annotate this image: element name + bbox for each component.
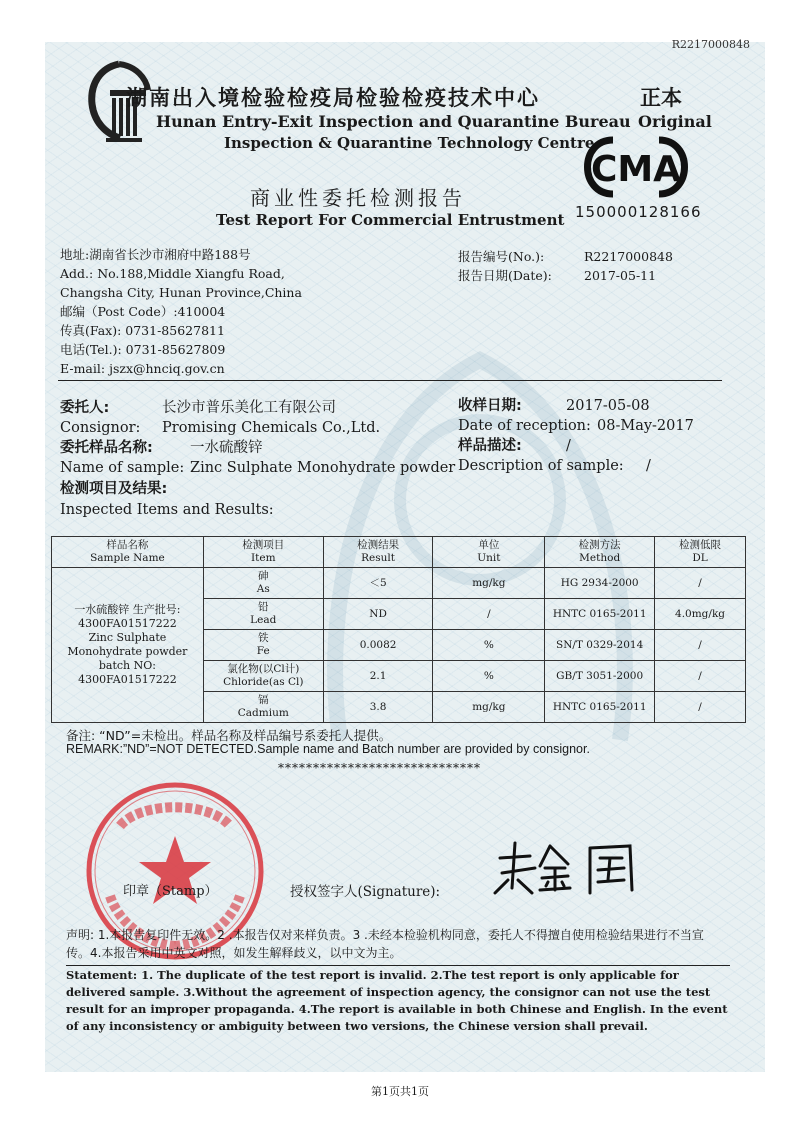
remark-cn: 备注: “ND”=未检出。样品名称及样品编号系委托人提供。 — [66, 728, 392, 743]
signature-label: 授权签字人(Signature): — [290, 884, 441, 900]
header-dl: 检测低限 DL — [655, 537, 746, 568]
org-name-cn: 湖南出入境检验检疫局检验检疫技术中心 — [126, 86, 540, 110]
serial-number: R2217000848 — [671, 38, 750, 51]
item-cell: 氯化物(以Cl计) Chloride(as Cl) — [203, 661, 323, 692]
items-en-label: Inspected Items and Results: — [60, 502, 274, 518]
unit-cell: mg/kg — [433, 692, 545, 723]
address-block — [60, 245, 302, 378]
result-cell: 0.0082 — [323, 630, 433, 661]
result-cell: ＜5 — [323, 568, 433, 599]
description-en-label: Description of sample: — [458, 458, 624, 474]
results-table — [51, 536, 746, 723]
divider — [58, 380, 722, 381]
dl-cell: 4.0mg/kg — [655, 599, 746, 630]
statement-cn: 声明: 1.本报告复印件无效。2 .本报告仅对来样负责。3 .未经本检验机构同意，委托人不得擅自使用检验结果进行不当宣传。4.本报告采用中英文对照，如发生解释歧义，以中文为主。 — [66, 928, 704, 960]
description-en-value: / — [646, 458, 651, 474]
consignor-en-label: Consignor: — [60, 420, 141, 436]
sample-en-value: Zinc Sulphate Monohydrate powder — [190, 460, 456, 476]
sample-cn-value: 一水硫酸锌 — [190, 440, 263, 456]
cma-number: 150000128166 — [575, 203, 702, 221]
sample-cn-label: 委托样品名称: — [60, 440, 153, 456]
report-title-cn: 商业性委托检测报告 — [250, 186, 466, 210]
post-code: 邮编（Post Code）:410004 — [60, 304, 226, 319]
stamp-label: 印章（Stamp） — [123, 884, 218, 899]
item-cell: 镉 Cadmium — [203, 692, 323, 723]
table-header-row — [52, 537, 746, 568]
email: E-mail: jszx@hnciq.gov.cn — [60, 361, 225, 376]
consignor-cn-label: 委托人: — [60, 400, 110, 416]
header-method: 检测方法 Method — [545, 537, 655, 568]
dl-cell: / — [655, 661, 746, 692]
items-cn-label: 检测项目及结果: — [60, 481, 168, 497]
report-no-value: R2217000848 — [584, 249, 673, 264]
report-info — [458, 247, 698, 285]
fax: 传真(Fax): 0731-85627811 — [60, 323, 225, 338]
result-cell: 3.8 — [323, 692, 433, 723]
statement-en: Statement: 1. The duplicate of the test report is invalid. 2.The test report is only applicable for delivered sample. 3.Without the agreement of inspection agency, the consignor can not use the test result for an improper propaganda. 4.The report is available in both Chinese and English. In the event of any inconsistency or ambiguity between two versions, the Chinese version shall prevail. — [66, 965, 730, 1035]
method-cell: HNTC 0165-2011 — [545, 599, 655, 630]
report-title-en: Test Report For Commercial Entrustment — [216, 211, 565, 229]
item-cell: 铅 Lead — [203, 599, 323, 630]
dl-cell: / — [655, 630, 746, 661]
report-date-value: 2017-05-11 — [584, 268, 657, 283]
header-item: 检测项目 Item — [203, 537, 323, 568]
dl-cell: / — [655, 692, 746, 723]
cma-certification-mark — [573, 134, 699, 200]
reception-en-label: Date of reception: — [458, 418, 591, 434]
table-row — [52, 568, 746, 599]
item-cell: 铁 Fe — [203, 630, 323, 661]
unit-cell: % — [433, 630, 545, 661]
address-line: Add.: No.188,Middle Xiangfu Road, — [60, 266, 285, 281]
description-cn-value: / — [566, 438, 571, 454]
original-label-en: Original — [638, 112, 712, 131]
remark-en: REMARK:”ND”=NOT DETECTED.Sample name and Batch number are provided by consignor. — [66, 742, 590, 756]
consignor-cn — [60, 398, 109, 418]
reception-en-value: 08-May-2017 — [597, 418, 694, 434]
method-cell: SN/T 0329-2014 — [545, 630, 655, 661]
consignor-en-value: Promising Chemicals Co.,Ltd. — [162, 420, 381, 436]
centre-name-en: Inspection & Quarantine Technology Centre — [224, 134, 595, 152]
unit-cell: mg/kg — [433, 568, 545, 599]
page-number: 第1页共1页 — [371, 1085, 429, 1098]
reception-cn-label: 收样日期: — [458, 398, 522, 414]
dl-cell: / — [655, 568, 746, 599]
result-cell: 2.1 — [323, 661, 433, 692]
address-line: 地址:湖南省长沙市湘府中路188号 — [60, 247, 251, 262]
header-sample-name: 样品名称 Sample Name — [52, 537, 204, 568]
item-cell: 砷 As — [203, 568, 323, 599]
report-no-label: 报告编号(No.): — [458, 249, 545, 264]
method-cell: HNTC 0165-2011 — [545, 692, 655, 723]
result-cell: ND — [323, 599, 433, 630]
reception-cn-value: 2017-05-08 — [566, 398, 650, 414]
method-cell: HG 2934-2000 — [545, 568, 655, 599]
description-cn-label: 样品描述: — [458, 438, 522, 454]
unit-cell: / — [433, 599, 545, 630]
handwritten-signature — [490, 838, 650, 898]
telephone: 电话(Tel.): 0731-85627809 — [60, 342, 226, 357]
header-unit: 单位 Unit — [433, 537, 545, 568]
report-date-label: 报告日期(Date): — [458, 268, 552, 283]
end-of-results-stars: ***************************** — [278, 761, 481, 775]
address-line: Changsha City, Hunan Province,China — [60, 285, 302, 300]
method-cell: GB/T 3051-2000 — [545, 661, 655, 692]
sample-name-cell: 一水硫酸锌 生产批号: 4300FA01517222 Zinc Sulphate Monohydrate powder batch NO: 4300FA01517222 — [52, 568, 204, 723]
org-name-en: Hunan Entry-Exit Inspection and Quarantine Bureau — [156, 112, 631, 131]
header-result: 检测结果 Result — [323, 537, 433, 568]
unit-cell: % — [433, 661, 545, 692]
sample-en-label: Name of sample: — [60, 460, 185, 476]
cma-text: CMA — [590, 149, 682, 190]
consignor-cn-value: 长沙市普乐美化工有限公司 — [162, 400, 336, 416]
original-label-cn: 正本 — [640, 86, 682, 110]
